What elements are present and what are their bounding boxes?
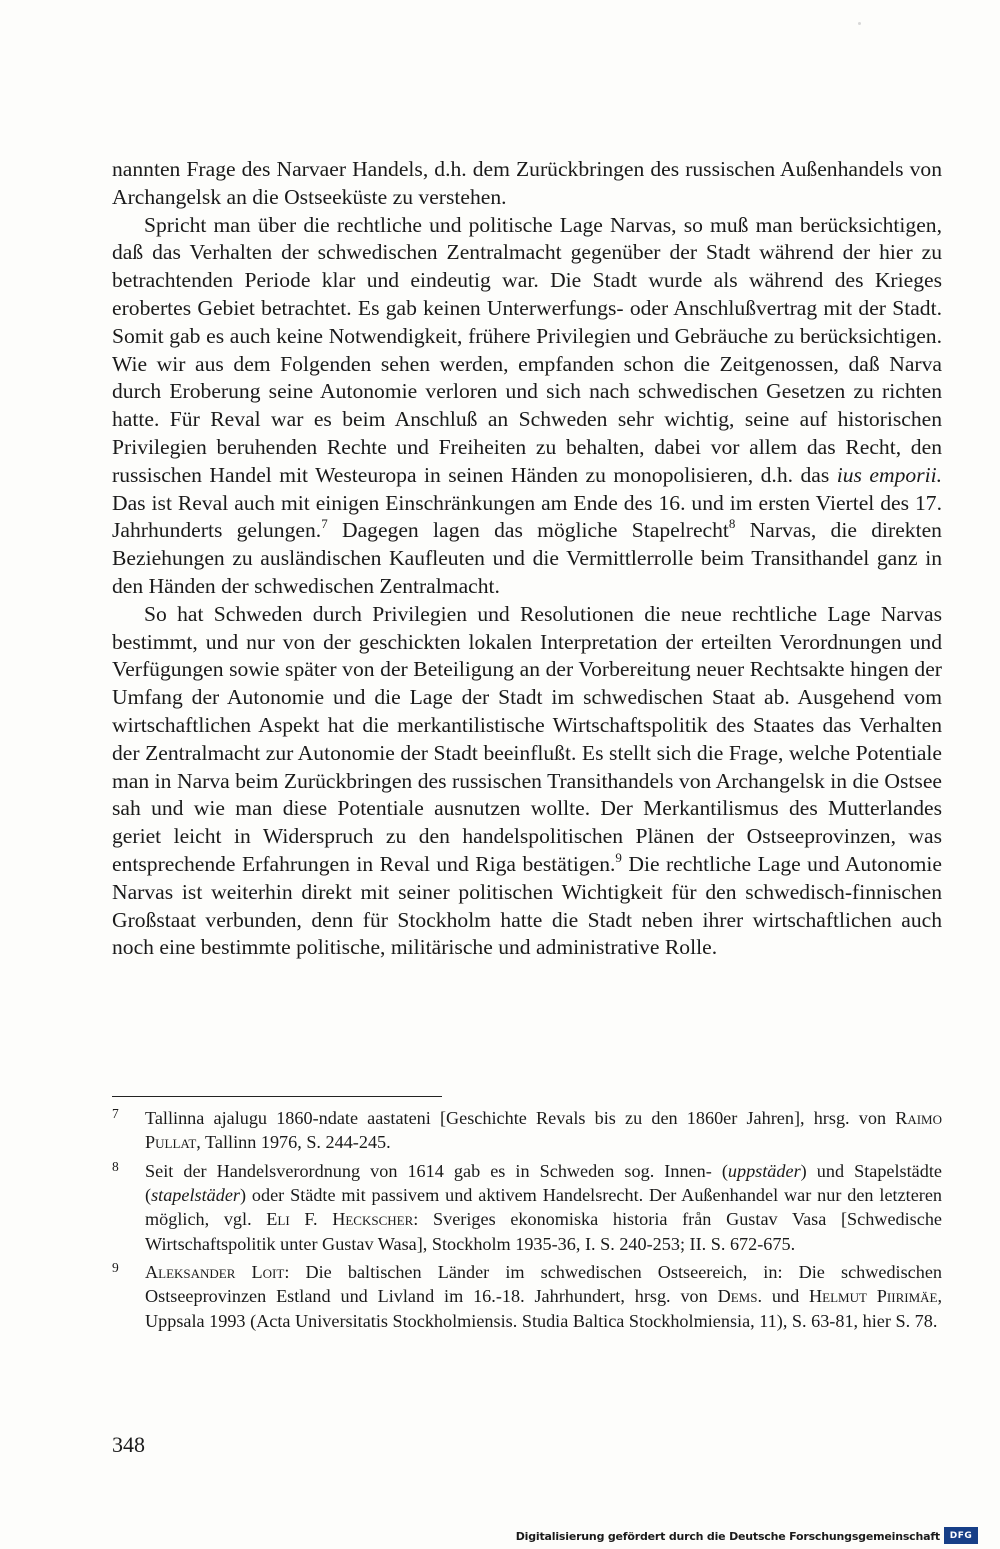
footnote-7 <box>112 1106 942 1154</box>
footnote-8-text-a: Seit der Handelsverordnung von 1614 gab es in Schweden sog. Innen- ( <box>145 1160 728 1181</box>
paragraph-3-text-b: Die rechtliche Lage und Autonomie Narvas ist weiterhin direkt mit seiner politischen Wichtigkeit für den schwedisch-finnischen Großstaat verbunden, denn für Stockholm hatte die Stadt neben ihrer wirtschaftlichen auch noch eine bestimmte politische, militärische und administrative Rolle. <box>112 851 942 960</box>
uppstader-italic: uppstäder <box>727 1160 801 1181</box>
author-dems: Dems. <box>717 1286 763 1307</box>
footnote-7-text-b: , Tallinn 1976, S. 244-245. <box>196 1132 391 1153</box>
footnote-ref-8[interactable]: 8 <box>728 516 736 532</box>
paragraph-3 <box>112 601 942 962</box>
footnote-9-text-b: und <box>762 1286 810 1307</box>
main-text <box>112 156 942 962</box>
paragraph-1 <box>112 156 942 212</box>
page-number: 348 <box>112 1432 145 1457</box>
stapelstader-italic: stapelstäder <box>151 1185 240 1206</box>
paragraph-2-text-c: Dagegen lagen das mögliche Stapelrecht <box>327 518 729 543</box>
footnote-separator <box>112 1096 442 1097</box>
paragraph-2-text-a: Spricht man über die rechtliche und politische Lage Narvas, so muß man berücksichtigen, daß das Verhalten der schwedischen Zentralmacht gegenüber der Stadt während der hier zu betrachtenden Periode klar und eindeutig war. Die Stadt wurde als während des Krieges erobertes Gebiet betrachtet. Es gab keinen Unterwerfungs- oder Anschlußvertrag mit der Stadt. Somit gab es auch keine Notwendigkeit, frühere Privilegien und Gebräuche zu berücksichtigen. Wie wir aus dem Folgenden sehen werden, empfanden schon die Zeitgenossen, daß Narva durch Eroberung seine Autonomie verloren und sich nach schwedischen Gesetzen zu richten hatte. Für Reval war es beim Anschluß an Schweden sehr wichtig, seine auf historischen Privilegien beruhenden Rechte und Freiheiten zu behalten, dabei vor allem das Recht, den russischen Handel mit Westeuropa in seinen Händen zu monopolisieren, d.h. das <box>112 212 942 487</box>
author-raimo-pullat: Raimo Pullat <box>145 1108 942 1153</box>
digitization-note: Digitalisierung gefördert durch die Deutsche Forschungsgemeinschaft <box>515 1530 940 1543</box>
footnote-8-number: 8 <box>112 1158 119 1174</box>
footnote-ref-9[interactable]: 9 <box>615 849 622 865</box>
footnote-9-text-c: , Uppsala 1993 (Acta Universitatis Stockholmiensis. Studia Baltica Stockholmiensia, 11), S. 63-81, hier S. 78. <box>145 1286 942 1331</box>
footnote-9-text-a: : Die baltischen Länder im schwedischen Ostseereich, in: Die schwedischen Ostseeprovinzen Estland und Livland im 16.-18. Jahrhundert, hrsg. von <box>145 1262 943 1307</box>
ius-emporii-italic: ius emporii. <box>836 462 942 487</box>
author-eli-heckscher: Eli F. Heckscher <box>266 1209 414 1230</box>
footnote-8-text-d: : Sveriges ekonomiska historia från Gustav Vasa [Schwedische Wirtschaftspolitik unter Gustav Wasa], Stockholm 1935-36, I. S. 240-253; II. S. 672-675. <box>145 1209 942 1254</box>
footnote-9 <box>112 1260 942 1333</box>
author-helmut-piirimae: Helmut Piirimäe <box>809 1286 938 1307</box>
footnote-7-text-a: Tallinna ajalugu 1860-ndate aastateni [Geschichte Revals bis zu den 1860er Jahren], hrsg. von <box>145 1108 896 1128</box>
paragraph-1-text: nannten Frage des Narvaer Handels, d.h. dem Zurückbringen des russischen Außenhandels von Archangelsk an die Ostseeküste zu verstehen. <box>112 157 942 209</box>
footnote-8-text-c: ) oder Städte mit passivem und aktivem Handelsrecht. Der Außenhandel war nur den letzteren möglich, vgl. <box>145 1185 942 1230</box>
dfg-logo: DFG <box>944 1527 978 1544</box>
footnote-9-number: 9 <box>112 1260 119 1276</box>
paragraph-2-text-b: Das ist Reval auch mit einigen Einschränkungen am Ende des 16. und im ersten Viertel des 17. Jahrhunderts gelungen. <box>112 490 942 543</box>
paragraph-2-text-d: Narvas, die direkten Beziehungen zu ausländischen Kaufleuten und die Vermittlerrolle beim Transithandel ganz in den Händen der schwedischen Zentralmacht. <box>112 518 942 598</box>
footnote-8-text-b: ) und Stapelstädte ( <box>145 1160 942 1206</box>
footnote-7-number: 7 <box>112 1106 119 1121</box>
scan-speck <box>858 22 861 25</box>
footnote-8 <box>112 1159 942 1256</box>
author-aleksander-loit: Aleksander Loit <box>145 1262 285 1283</box>
footnote-ref-7[interactable]: 7 <box>321 516 328 532</box>
footnotes <box>112 1106 942 1337</box>
paragraph-3-text-a: So hat Schweden durch Privilegien und Resolutionen die neue rechtliche Lage Narvas bestimmt, und nur von der geschickten lokalen Interpretation der erteilten Verordnungen und Verfügungen sowie später von der Beteiligung an der Vorbereitung neuer Rechtsakte hingen der Umfang der Autonomie und die Lage der Stadt im schwedischen Staat ab. Ausgehend vom wirtschaftlichen Aspekt hat die merkantilistische Wirtschaftspolitik des Staates das Verhalten der Zentralmacht zur Autonomie der Stadt beeinflußt. Es stellt sich die Frage, welche Potentiale man in Narva beim Zurückbringen des russischen Transithandels von Archangelsk in die Ostsee sah und wie man diese Potentiale ausnutzen wollte. Der Merkantilismus des Mutterlandes geriet leicht in Widerspruch zu den handelspolitischen Plänen der Ostseeprovinzen, was entsprechende Erfahrungen in Reval und Riga bestätigen. <box>112 601 942 876</box>
paragraph-2 <box>112 212 942 601</box>
